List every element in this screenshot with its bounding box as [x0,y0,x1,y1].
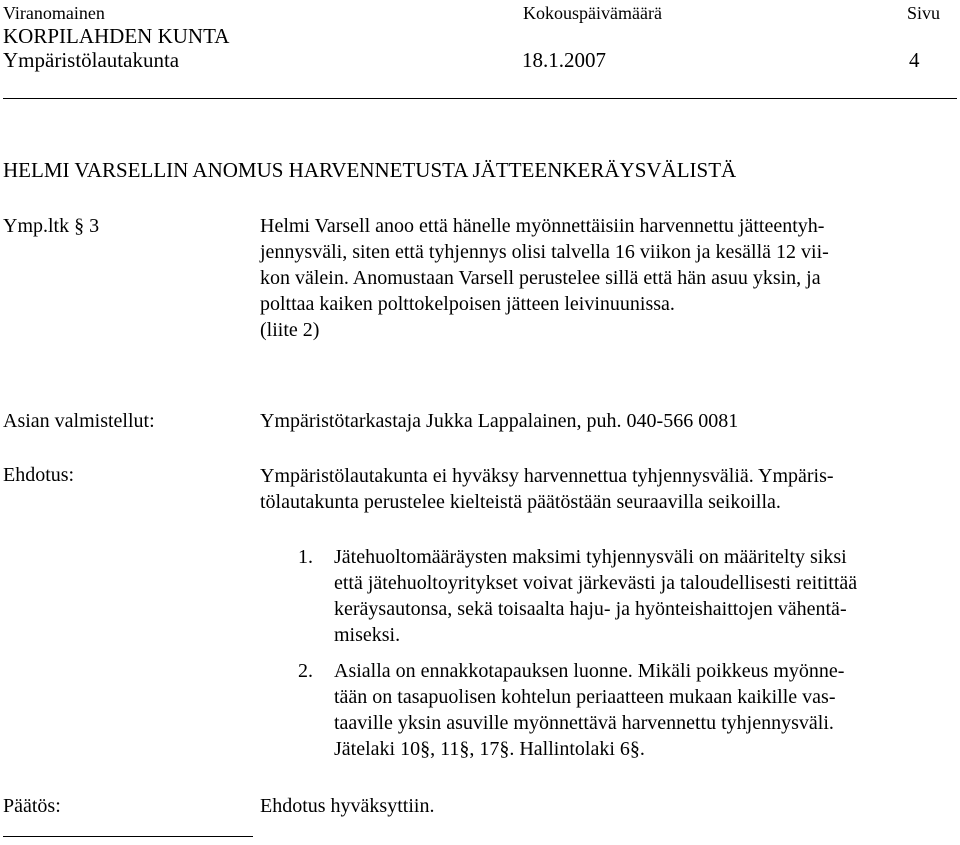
proposal-line: tölautakunta perustelee kielteistä päätöstään seuraavilla seikoilla. [260,491,781,513]
header-page: 4 [909,48,920,72]
proposal-text [260,463,950,515]
header-board: Ympäristölautakunta [3,48,180,72]
proposal-label: Ehdotus: [3,464,75,486]
header-col2-label: Kokouspäivämäärä [523,3,662,23]
section-ref: Ymp.ltk § 3 [3,215,100,237]
proposal-item-line: Jätehuoltomääräysten maksimi tyhjennysväli on määritelty siksi [334,546,847,568]
decision-value: Ehdotus hyväksyttiin. [260,795,435,817]
prepared-value: Ympäristötarkastaja Jukka Lappalainen, puh. 040-566 0081 [260,410,739,432]
decision-label: Päätös: [3,795,61,817]
proposal-item-line: Jätelaki 10§, 11§, 17§. Hallintolaki 6§. [334,738,645,760]
proposal-item-number: 1. [298,546,313,568]
proposal-item-line: keräysautonsa, sekä toisaalta haju- ja hyönteishaittojen vähentä- [334,598,847,620]
description-line: Helmi Varsell anoo että hänelle myönnettäisiin harvennettu jätteentyh- [260,215,825,237]
header-col1-label: Viranomainen [3,3,105,23]
proposal-item-line: miseksi. [334,624,401,646]
proposal-item-line: taaville yksin asuville myönnettävä harvennettu tyhjennysväli. [334,712,834,734]
signature-rule [3,836,253,837]
prepared-label: Asian valmistellut: [3,410,155,432]
proposal-item-line: että jätehuoltoyritykset voivat järkevästi ja taloudellisesti reitittää [334,572,858,594]
proposal-item-number: 2. [298,660,313,682]
description-line: jennysväli, siten että tyhjennys olisi talvella 16 viikon ja kesällä 12 vii- [260,241,829,263]
proposal-item [298,544,958,648]
header-col3-label: Sivu [907,3,941,23]
page-title: HELMI VARSELLIN ANOMUS HARVENNETUSTA JÄTTEENKERÄYSVÄLISTÄ [3,158,737,182]
proposal-item-line: tään on tasapuolisen kohtelun periaatteen mukaan kaikille vas- [334,686,836,708]
header-rule [3,98,957,99]
description-line: kon välein. Anomustaan Varsell perustelee sillä että hän asuu yksin, ja [260,267,821,289]
proposal-line: Ympäristölautakunta ei hyväksy harvennettua tyhjennysväliä. Ympäris- [260,465,834,487]
proposal-item-line: Asialla on ennakkotapauksen luonne. Mikäli poikkeus myönne- [334,660,845,682]
description-line: polttaa kaiken polttokelpoisen jätteen leivinuunissa. [260,293,675,315]
proposal-item [298,658,958,762]
header-date: 18.1.2007 [522,48,606,72]
description-line: (liite 2) [260,319,320,341]
header-org: KORPILAHDEN KUNTA [3,24,230,48]
description [260,213,950,343]
